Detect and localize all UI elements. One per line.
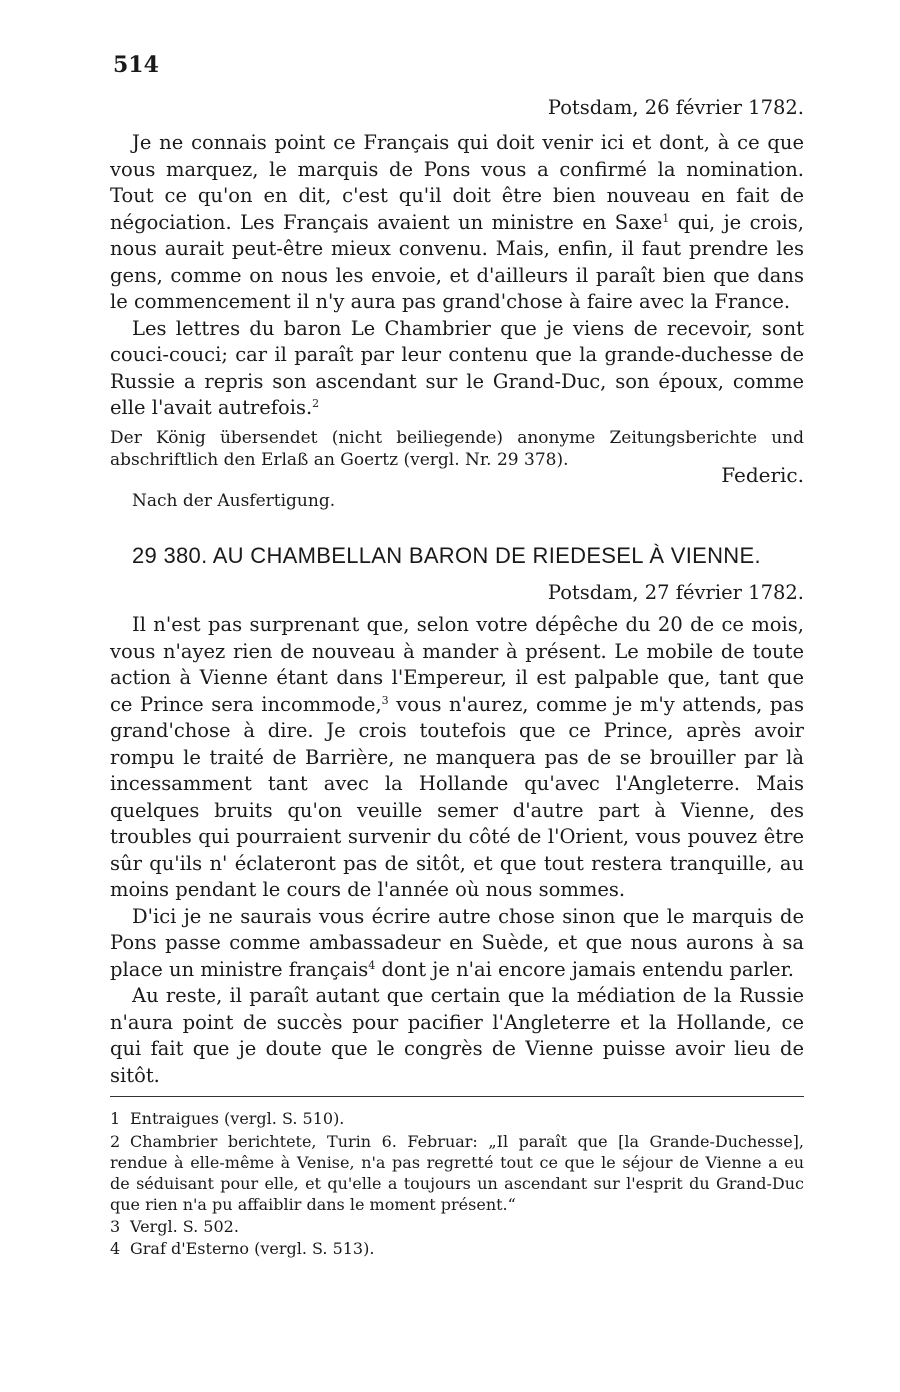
letter1-body [110, 130, 804, 422]
page-number: 514 [113, 52, 159, 78]
footnote-4: 4 Graf d'Esterno (vergl. S. 513). [110, 1239, 375, 1258]
footnote-2: 2 Chambrier berichtete, Turin 6. Februar: „Il paraît que [la Grande-Duchesse], rendue à elle-même à Venise, n'a pas regretté tout ce que le séjour de Vienne a eu de séduisant pour elle, et qu'elle a toujours un ascendant sur l'esprit du Grand-Duc que rien n'a pu affaiblir dans le moment présent.“ [110, 1132, 804, 1214]
letter1-paragraph-2: Les lettres du baron Le Chambrier que je viens de recevoir, sont couci-couci; car il paraît par leur contenu que la grande-duchesse de Russie a repris son ascendant sur le Grand-Duc, son époux, comme elle l'avait autrefois.$^2$ [110, 316, 804, 419]
letter2-body [110, 612, 804, 1089]
letter2-paragraph-1: Il n'est pas surprenant que, selon votre dépêche du 20 de ce mois, vous n'ayez rien de nouveau à mander à présent. Le mobile de toute action à Vienne étant dans l'Empereur, il est palpable que, tant que ce Prince sera incommode,$^3$ vous n'aurez, comme je m'y attends, pas grand'chose à dire. Je crois toutefois que ce Prince, après avoir rompu le traité de Barrière, ne manquera pas de se brouiller par là incessamment tant avec la Hollande qu'avec l'Angleterre. Mais quelques bruits qu'on veuille semer d'autre part à Vienne, des troubles qui pourraient survenir du côté de l'Orient, vous pouvez être sûr qu'ils n' éclateront pas de sitôt, et que tout restera tranquille, au moins pendant le cours de l'année où nous sommes. [110, 613, 804, 901]
letter2-paragraph-2: D'ici je ne saurais vous écrire autre chose sinon que le marquis de Pons passe comme ambassadeur en Suède, et que nous aurons à sa place un ministre français$^4$ dont je n'ai encore jamais entendu parler. [110, 904, 804, 981]
editorial-note: Der König übersendet (nicht beiliegende) anonyme Zeitungsberichte und abschriftlich den Erlaß an Goertz (vergl. Nr. 29 378). [110, 428, 804, 470]
source-note: Nach der Ausfertigung. [132, 491, 336, 511]
signature: Federic. [721, 463, 804, 487]
footnote-ref-1: 1 [662, 211, 670, 225]
letter2-paragraph-3: Au reste, il paraît autant que certain que la médiation de la Russie n'aura point de succès pour pacifier l'Angleterre et la Hollande, ce qui fait que je doute que le congrès de Vienne puisse avoir lieu de sitôt. [110, 984, 804, 1087]
letter1-paragraph-1: Je ne connais point ce Français qui doit venir ici et dont, à ce que vous marquez, le marquis de Pons vous a confirmé la nomination. Tout ce qu'on en dit, c'est qu'il doit être bien nouveau en fait de négociation. Les Français avaient un ministre en Saxe$^1$ qui, je crois, nous aurait peut-être mieux convenu. Mais, enfin, il faut prendre les gens, comme on nous les envoie, et d'ailleurs il paraît bien que dans le commencement il n'y aura pas grand'chose à faire avec la France. [110, 131, 804, 313]
footnote-1: 1 Entraigues (vergl. S. 510). [110, 1109, 345, 1128]
footnote-divider [110, 1096, 804, 1097]
dateline-letter1: Potsdam, 26 février 1782. [547, 96, 804, 119]
footnote-3: 3 Vergl. S. 502. [110, 1217, 239, 1236]
footnote-ref-4: 4 [368, 958, 376, 972]
letter-heading: 29 380. AU CHAMBELLAN BARON DE RIEDESEL À VIENNE. [132, 543, 761, 568]
footnote-ref-3: 3 [381, 693, 389, 707]
footnote-ref-2: 2 [312, 397, 320, 410]
dateline-letter2: Potsdam, 27 février 1782. [547, 581, 804, 604]
